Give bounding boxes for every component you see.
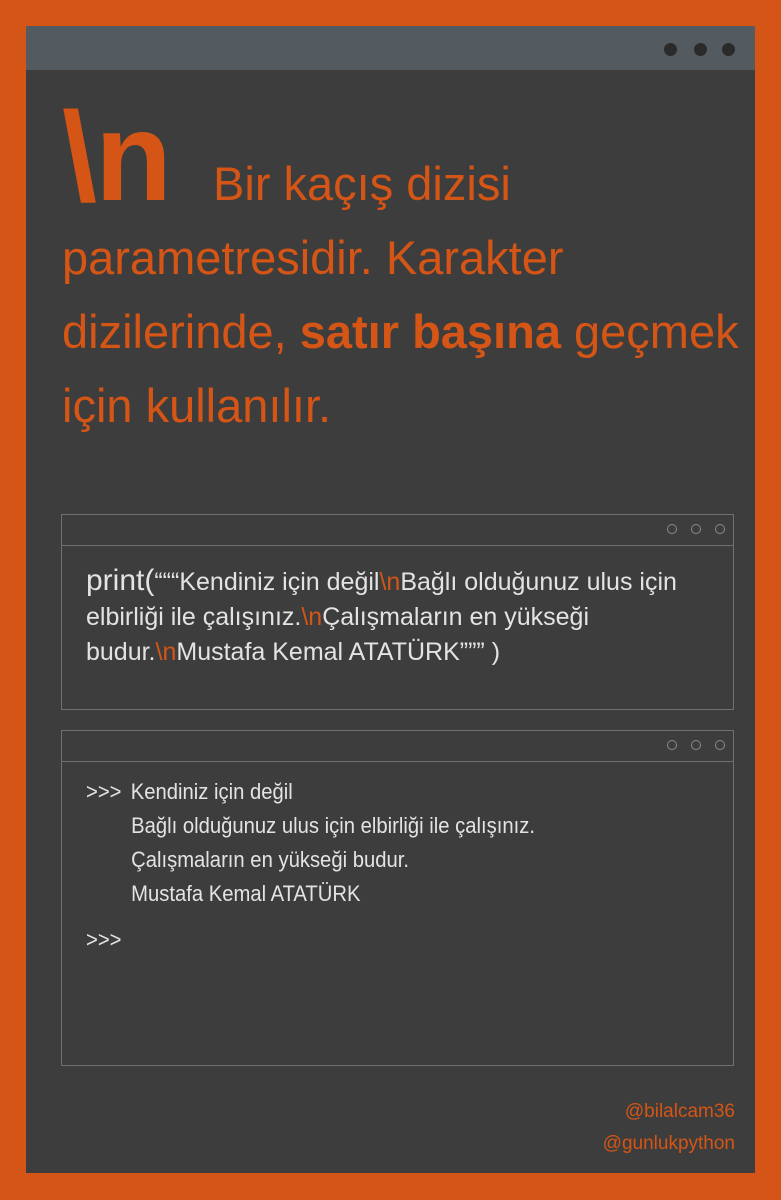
- credit-handle[interactable]: @bilalcam36: [624, 1101, 735, 1122]
- headline: [62, 86, 742, 443]
- escape-sequence: \n: [155, 638, 177, 666]
- window-dot-icon[interactable]: [691, 524, 701, 534]
- escape-sequence: \n: [301, 603, 323, 631]
- window-dot-icon[interactable]: [722, 43, 735, 56]
- output-window: [61, 730, 734, 1066]
- code-segment: Çalışmaların en yükseği budur.: [86, 603, 590, 666]
- code-close-paren: ): [484, 638, 501, 666]
- output-window-bar: [62, 731, 733, 762]
- console-output: [86, 775, 656, 957]
- code-segment: “““Kendiniz için değil: [154, 568, 380, 596]
- window-dot-icon[interactable]: [664, 43, 677, 56]
- code-segment: Bağlı olduğunuz ulus için elbirliği ile çalışınız.: [86, 568, 677, 631]
- console-prompt: >>>: [86, 779, 122, 804]
- print-keyword: print(: [86, 564, 155, 597]
- credits: [603, 1096, 735, 1160]
- window-dot-icon[interactable]: [691, 740, 701, 750]
- credit-handle[interactable]: @gunlukpython: [602, 1133, 735, 1154]
- window-dot-icon[interactable]: [715, 524, 725, 534]
- output-text: Kendiniz için değil: [130, 779, 293, 804]
- window-dot-icon[interactable]: [667, 524, 677, 534]
- output-line: Çalışmaların en yükseği budur.: [131, 847, 409, 872]
- window-dot-icon[interactable]: [694, 43, 707, 56]
- console-prompt-end: >>>: [86, 927, 122, 952]
- code-text: [86, 563, 726, 670]
- output-line: Bağlı olduğunuz ulus için elbirliği ile çalışınız.: [131, 813, 535, 838]
- window-titlebar: [26, 26, 755, 70]
- main-window: [26, 26, 755, 1173]
- headline-text-2: geçmek için kullanılır.: [62, 305, 739, 432]
- headline-text-1: Bir kaçış dizisi parametresidir. Karakter dizilerinde,: [62, 157, 564, 358]
- code-window: [61, 514, 734, 710]
- code-segment: Mustafa Kemal ATATÜRK”””: [176, 638, 485, 666]
- window-dot-icon[interactable]: [667, 740, 677, 750]
- escape-sequence-symbol: \n: [62, 86, 170, 227]
- window-dot-icon[interactable]: [715, 740, 725, 750]
- headline-bold-text: satır başına: [299, 305, 561, 358]
- output-line: Mustafa Kemal ATATÜRK: [131, 881, 361, 906]
- output-line: [86, 775, 656, 809]
- code-window-bar: [62, 515, 733, 546]
- escape-sequence: \n: [379, 568, 401, 596]
